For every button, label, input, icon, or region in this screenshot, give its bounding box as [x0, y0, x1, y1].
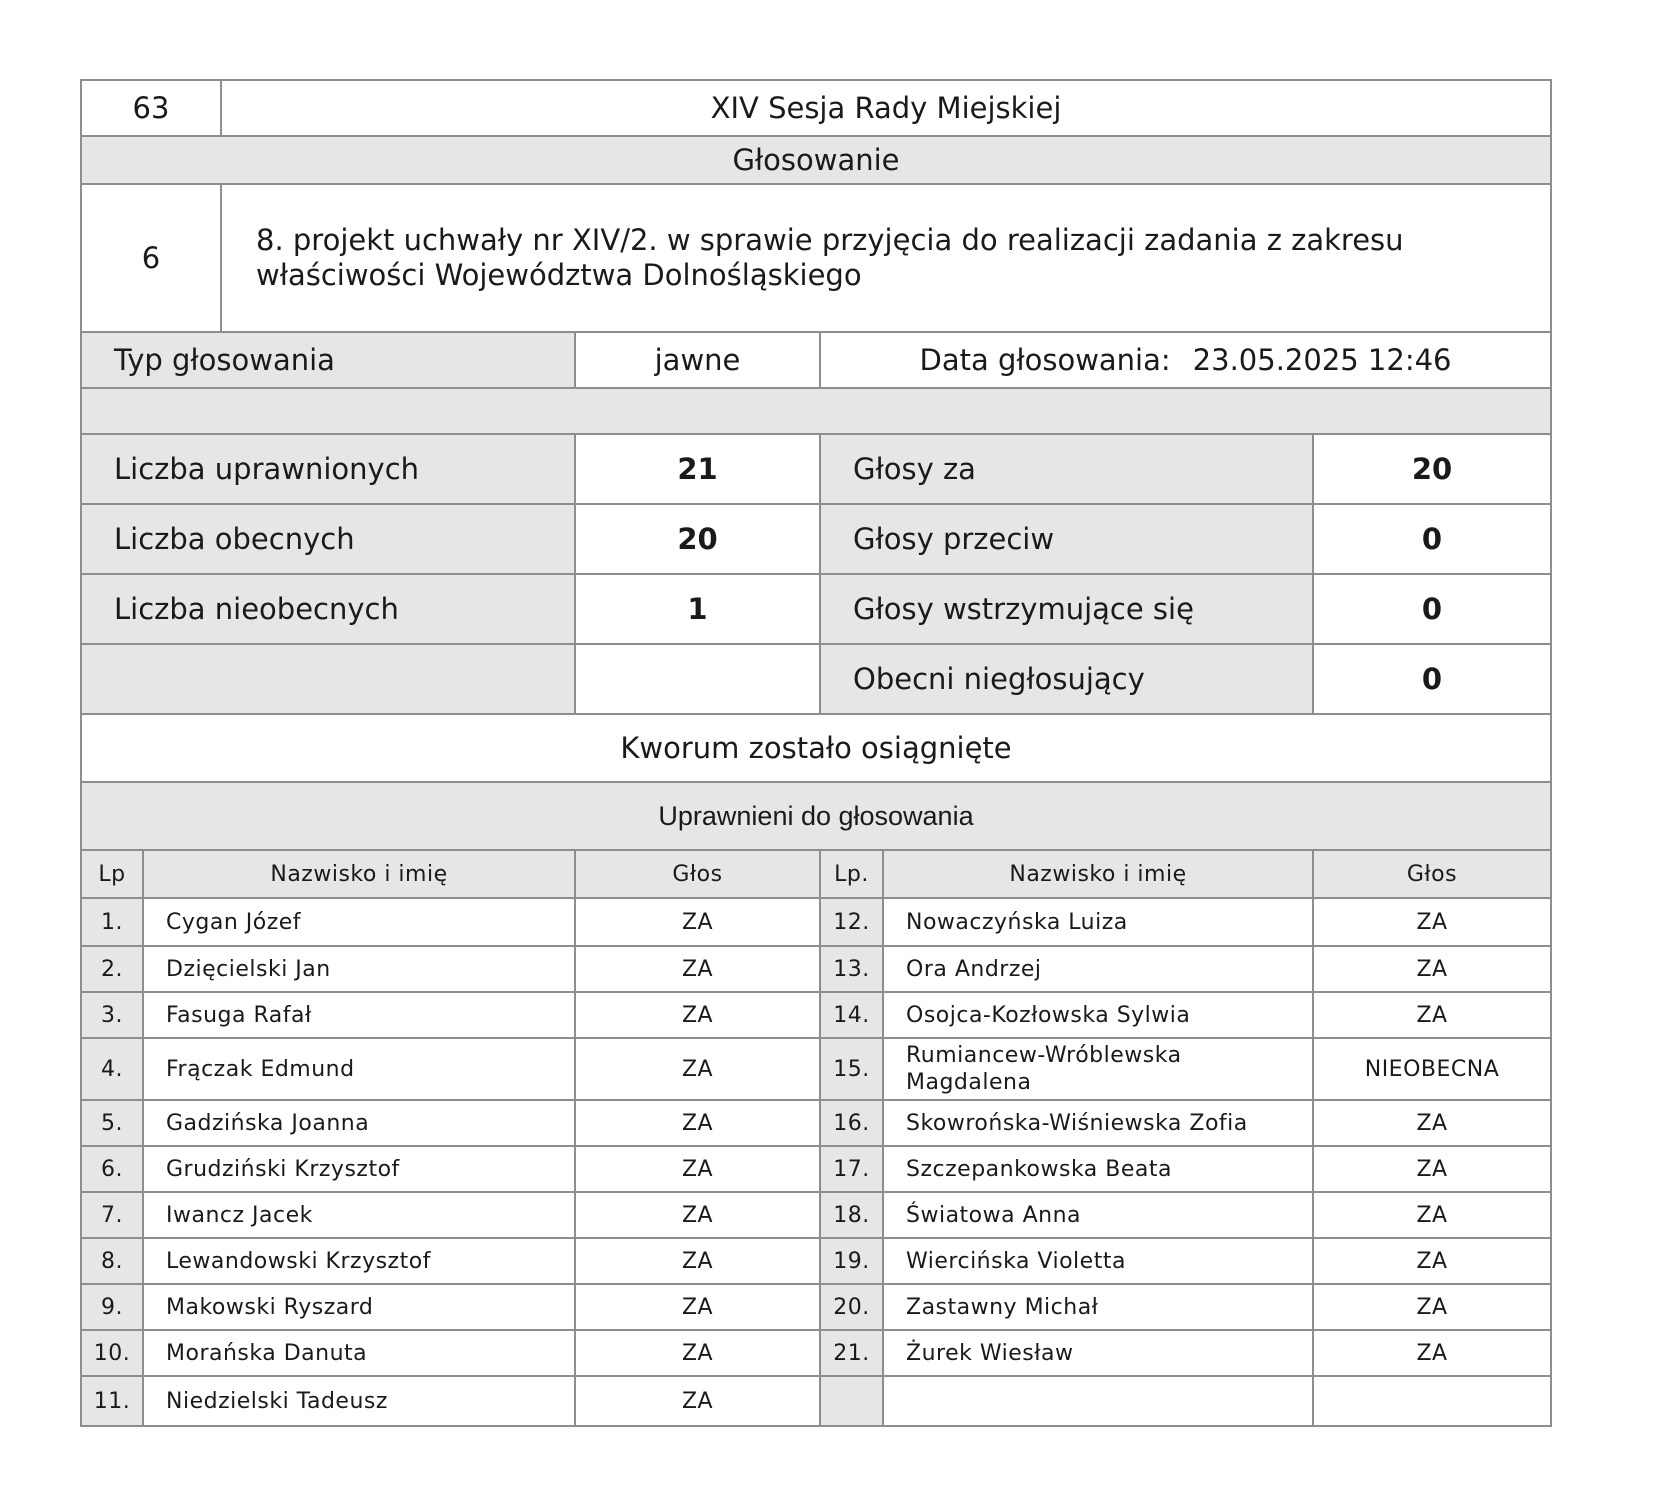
- table-row: [82, 1331, 1550, 1377]
- row-name: Makowski Ryszard: [144, 1285, 576, 1329]
- row-vote: ZA: [576, 1101, 821, 1145]
- row-name: Grudziński Krzysztof: [144, 1147, 576, 1191]
- section-title: Głosowanie: [732, 143, 900, 177]
- row-lp: 9.: [82, 1285, 144, 1329]
- row-name: Szczepankowska Beata: [884, 1147, 1314, 1191]
- present-nonvoting-value: 0: [1421, 662, 1443, 696]
- row-name: Skowrońska-Wiśniewska Zofia: [884, 1101, 1314, 1145]
- row-lp: 15.: [821, 1039, 884, 1099]
- table-row: [82, 993, 1550, 1039]
- row-lp: [821, 1377, 884, 1425]
- col-lp-right: Lp.: [821, 851, 884, 897]
- row-lp: 3.: [82, 993, 144, 1037]
- row-name: Gadzińska Joanna: [144, 1101, 576, 1145]
- row-vote: ZA: [1416, 1202, 1448, 1228]
- row-vote: ZA: [576, 1039, 821, 1099]
- row-vote: ZA: [1416, 1248, 1448, 1274]
- row-lp: 18.: [821, 1193, 884, 1237]
- row-vote: ZA: [576, 1193, 821, 1237]
- row-lp: 10.: [82, 1331, 144, 1375]
- table-row: [82, 1147, 1550, 1193]
- present-nonvoting-label: Obecni niegłosujący: [821, 645, 1314, 713]
- vote-date: [821, 333, 1550, 387]
- empty-label-cell: [82, 645, 576, 713]
- voting-document: [80, 79, 1552, 1427]
- item-number: 6: [82, 185, 222, 331]
- row-vote: ZA: [576, 1285, 821, 1329]
- row-lp: 13.: [821, 947, 884, 991]
- quorum-status: Kworum zostało osiągnięte: [620, 731, 1012, 765]
- row-name: Lewandowski Krzysztof: [144, 1239, 576, 1283]
- votes-against-value: 0: [1421, 522, 1443, 556]
- row-name: Osojca-Kozłowska Sylwia: [884, 993, 1314, 1037]
- row-name: Wiercińska Violetta: [884, 1239, 1314, 1283]
- row-vote: [1314, 1377, 1550, 1425]
- row-vote: ZA: [576, 993, 821, 1037]
- row-lp: 7.: [82, 1193, 144, 1237]
- present-label: Liczba obecnych: [82, 505, 576, 573]
- row-name: Cygan Józef: [144, 899, 576, 945]
- item-text-line1: 8. projekt uchwały nr XIV/2. w sprawie przyjęcia do realizacji zadania z zakresu: [256, 223, 1404, 257]
- row-lp: 16.: [821, 1101, 884, 1145]
- votes-against-label: Głosy przeciw: [821, 505, 1314, 573]
- table-row: [82, 947, 1550, 993]
- row-vote: ZA: [576, 947, 821, 991]
- vote-date-value: 23.05.2025 12:46: [1192, 343, 1452, 377]
- row-vote: ZA: [1416, 1002, 1448, 1028]
- row-name: Niedzielski Tadeusz: [144, 1377, 576, 1425]
- table-row: [82, 1039, 1550, 1101]
- row-lp: 6.: [82, 1147, 144, 1191]
- vote-type-value: jawne: [576, 333, 821, 387]
- session-header: [80, 79, 1552, 1427]
- voters-title: Uprawnieni do głosowania: [658, 800, 974, 831]
- col-vote-left: Głos: [576, 851, 821, 897]
- table-row: [82, 1193, 1550, 1239]
- voters-header-row: [82, 851, 1550, 899]
- row-lp: 17.: [821, 1147, 884, 1191]
- votes-for-label: Głosy za: [821, 435, 1314, 503]
- row-name: Frączak Edmund: [144, 1039, 576, 1099]
- eligible-label: Liczba uprawnionych: [82, 435, 576, 503]
- row-lp: 12.: [821, 899, 884, 945]
- row-name: Fasuga Rafał: [144, 993, 576, 1037]
- col-lp-left: Lp: [82, 851, 144, 897]
- vote-date-label: Data głosowania:: [919, 343, 1171, 377]
- row-lp: 19.: [821, 1239, 884, 1283]
- row-lp: 4.: [82, 1039, 144, 1099]
- document-number: 63: [82, 81, 222, 135]
- row-lp: 1.: [82, 899, 144, 945]
- table-row: [82, 899, 1550, 947]
- row-vote: ZA: [1416, 1156, 1448, 1182]
- row-name: Iwancz Jacek: [144, 1193, 576, 1237]
- table-row: [82, 1101, 1550, 1147]
- table-row: [82, 1285, 1550, 1331]
- votes-for-value: 20: [1411, 452, 1453, 486]
- row-lp: 11.: [82, 1377, 144, 1425]
- absent-label: Liczba nieobecnych: [82, 575, 576, 643]
- row-name: [884, 1377, 1314, 1425]
- row-lp: 14.: [821, 993, 884, 1037]
- votes-abstain-label: Głosy wstrzymujące się: [821, 575, 1314, 643]
- row-name: Zastawny Michał: [884, 1285, 1314, 1329]
- row-vote: ZA: [576, 1147, 821, 1191]
- col-name-left: Nazwisko i imię: [144, 851, 576, 897]
- empty-value-cell: [576, 645, 821, 713]
- row-lp: 21.: [821, 1331, 884, 1375]
- row-name: Nowaczyńska Luiza: [884, 899, 1314, 945]
- row-name: Rumiancew-Wróblewska Magdalena: [884, 1039, 1314, 1099]
- eligible-value: 21: [576, 435, 821, 503]
- row-vote: ZA: [576, 1239, 821, 1283]
- row-vote: ZA: [1416, 1340, 1448, 1366]
- spacer-bar: [82, 389, 1550, 433]
- vote-type-label: Typ głosowania: [82, 333, 576, 387]
- row-lp: 20.: [821, 1285, 884, 1329]
- row-lp: 5.: [82, 1101, 144, 1145]
- item-text-line2: właściwości Województwa Dolnośląskiego: [256, 258, 862, 292]
- row-name: Żurek Wiesław: [884, 1331, 1314, 1375]
- row-vote: ZA: [576, 899, 821, 945]
- row-vote: ZA: [576, 1377, 821, 1425]
- table-row: [82, 1377, 1550, 1425]
- row-vote: ZA: [1416, 1110, 1448, 1136]
- row-vote: ZA: [1416, 1294, 1448, 1320]
- row-lp: 8.: [82, 1239, 144, 1283]
- row-name: Morańska Danuta: [144, 1331, 576, 1375]
- votes-abstain-value: 0: [1421, 592, 1443, 626]
- row-vote: ZA: [1416, 956, 1448, 982]
- absent-value: 1: [576, 575, 821, 643]
- col-name-right: Nazwisko i imię: [884, 851, 1314, 897]
- item-description: [222, 185, 1550, 331]
- row-lp: 2.: [82, 947, 144, 991]
- session-title: XIV Sesja Rady Miejskiej: [710, 91, 1062, 125]
- voters-table-body: [82, 899, 1550, 1425]
- table-row: [82, 1239, 1550, 1285]
- row-name: Dzięcielski Jan: [144, 947, 576, 991]
- row-vote: ZA: [576, 1331, 821, 1375]
- row-name: Światowa Anna: [884, 1193, 1314, 1237]
- present-value: 20: [576, 505, 821, 573]
- row-name: Ora Andrzej: [884, 947, 1314, 991]
- row-vote: ZA: [1416, 909, 1448, 935]
- col-vote-right: Głos: [1406, 861, 1458, 887]
- row-vote: NIEOBECNA: [1364, 1056, 1500, 1082]
